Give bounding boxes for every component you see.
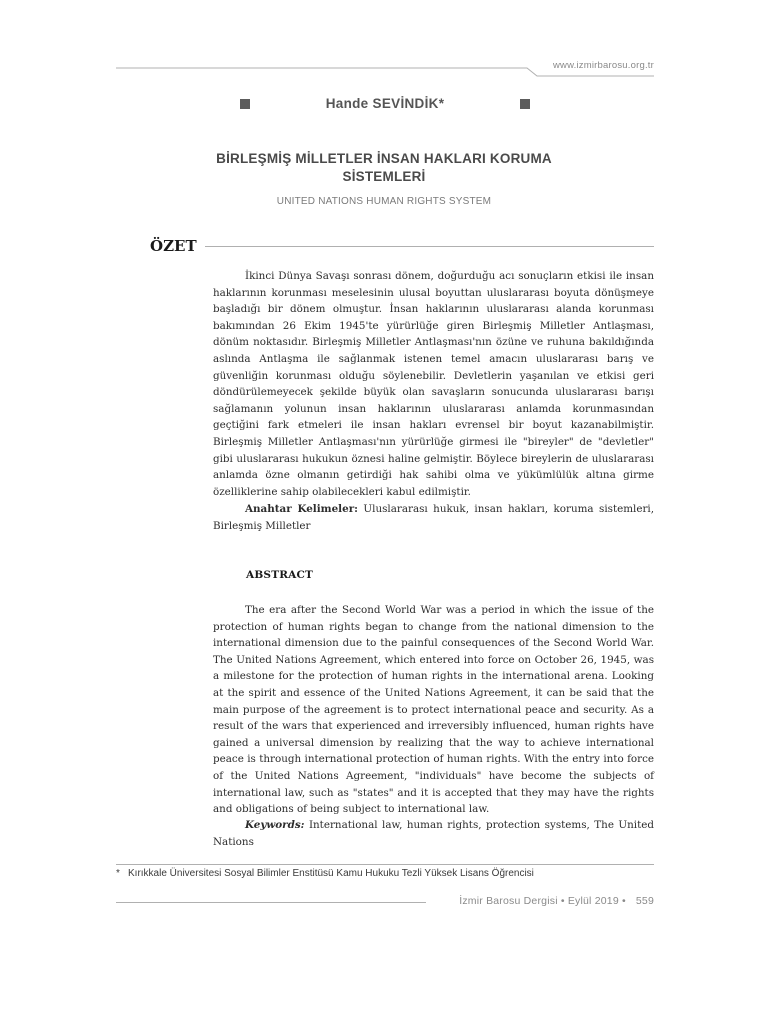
author-right-square-icon (520, 99, 530, 109)
abstract-keywords-paragraph (213, 817, 654, 850)
author-name: Hande SEVİNDİK* (325, 96, 445, 111)
ozet-keywords-paragraph (213, 501, 654, 534)
title-line-1: BİRLEŞMİŞ MİLLETLER İNSAN HAKLARI KORUMA (216, 151, 552, 166)
abstract-body (213, 602, 654, 818)
ozet-keywords-text: Uluslararası hukuk, insan hakları, koruma sistemleri, Birleşmiş Milletler (213, 503, 655, 532)
header-rule (0, 0, 768, 100)
abstract-keywords-label: Keywords: (245, 819, 305, 831)
ozet-body (213, 268, 654, 500)
footnote-mark: * (116, 868, 120, 879)
footer-journal: İzmir Barosu Dergisi • Eylül 2019 • (459, 895, 626, 907)
abstract-keywords (213, 817, 654, 850)
footer-rule (116, 902, 426, 903)
ozet-paragraph: İkinci Dünya Savaşı sonrası dönem, doğurduğu acı sonuçların etkisi ile insan haklarının korunması meselesinin ulusal boyuttan uluslararası boyuta dönüşmeye başladığı bir dönem olmuştur. İnsan haklarının uluslararası alanda korunması bakımından 26 Ekim 1945'te yürürlüğe giren Birleşmiş Milletler Antlaşması, dönüm noktasıdır. Birleşmiş Milletler Antlaşması'nın özüne ve ruhuna bakıldığında aslında Antlaşma ile sağlanmak istenen temel amacın uluslararası barış ve güvenliğin korunması olduğu söylenebilir. Devletlerin yaşanılan ve etkisi geri döndürülemeyecek şekilde büyük olan savaşların sonucunda uluslararası barışı sağlamanın yolunun insan haklarının uluslararası anlamda korunmasından geçtiğini fark etmeleri ile insan hakları evrensel bir boyut kazanabilmiştir. Birleşmiş Milletler Antlaşması'nın yürürlüğe girmesi ile "bireyler" de "devletler" gibi uluslararası hukukun öznesi haline gelmiştir. Böylece bireylerin de uluslararası anlamda özne olmanın getirdiği hak sahibi olma ve yükümlülük altına girme özelliklerine sahip olabilecekleri kabul edilmiştir. (213, 270, 654, 498)
author-row (240, 96, 530, 116)
article-title (170, 150, 598, 186)
footnote-rule (116, 864, 654, 865)
abstract-keywords-text: International law, human rights, protection systems, The United Nations (213, 819, 654, 848)
title-line-2: SİSTEMLERİ (342, 169, 426, 184)
author-left-square-icon (240, 99, 250, 109)
page-footer (428, 895, 654, 907)
ozet-heading: ÖZET (150, 237, 197, 255)
footnote-text: Kırıkkale Üniversitesi Sosyal Bilimler Enstitüsü Kamu Hukuku Tezli Yüksek Lisans Öğrencisi (128, 868, 534, 879)
article-title-english: UNITED NATIONS HUMAN RIGHTS SYSTEM (276, 196, 492, 207)
ozet-rule (205, 246, 654, 247)
ozet-keywords (213, 501, 654, 534)
page-number: 559 (635, 895, 654, 907)
abstract-paragraph: The era after the Second World War was a period in which the issue of the protection of human rights began to change from the national dimension to the international dimension due to the painful consequences of the Second World War. The United Nations Agreement, which entered into force on October 26, 1945, was a milestone for the protection of human rights in the international arena. Looking at the spirit and essence of the United Nations Agreement, it can be said that the main purpose of the agreement is to protect international peace and security. As a result of the wars that experienced and irreversibly influenced, human rights have gained a universal dimension by realizing that the way to achieve international peace is through international protection of human rights. With the entry into force of the United Nations Agreement, "individuals" have become the subjects of international law, such as "states" and it is accepted that they may have the rights and obligations of being subject to international law. (213, 604, 654, 816)
abstract-heading: ABSTRACT (246, 569, 314, 581)
footnote (116, 868, 656, 879)
header-url[interactable]: www.izmirbarosu.org.tr (552, 60, 654, 71)
ozet-keywords-label: Anahtar Kelimeler: (245, 503, 358, 515)
